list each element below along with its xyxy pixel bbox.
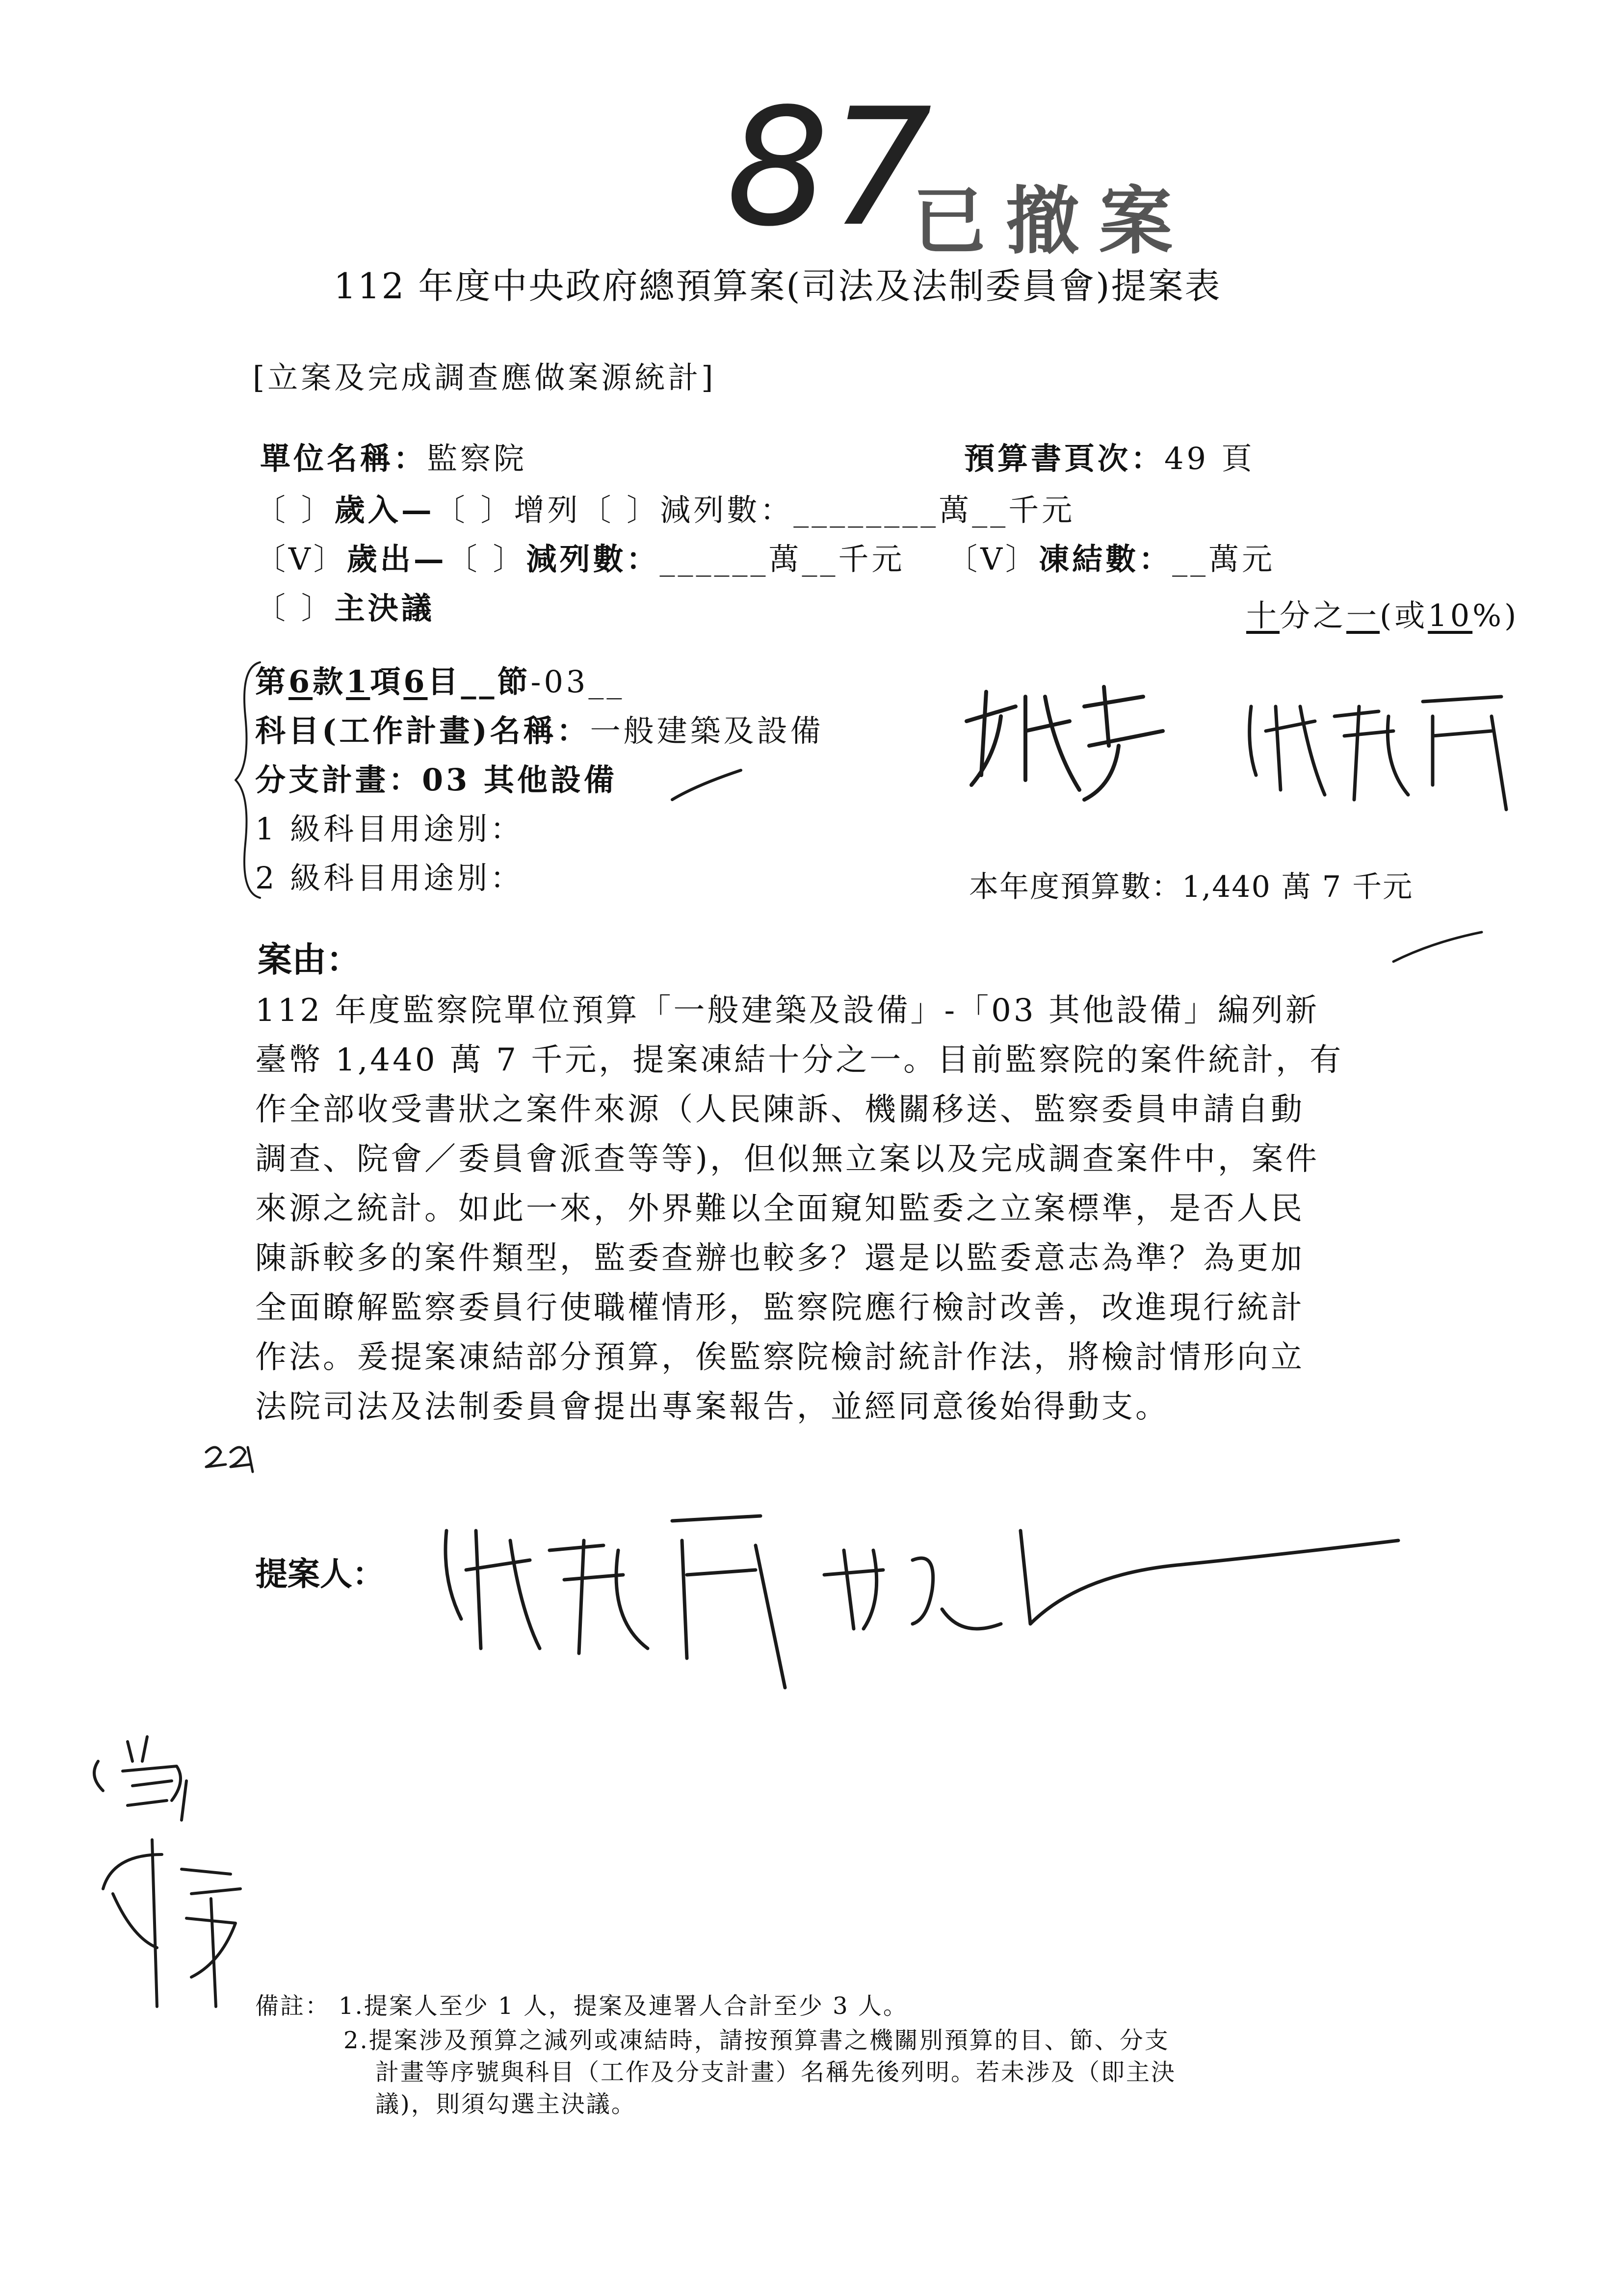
item-name-label: 科目(工作計畫)名稱： bbox=[255, 713, 590, 749]
reason-line: 來源之統計。如此一來，外界難以全面窺知監委之立案標準，是否人民 bbox=[255, 1191, 1305, 1227]
page-title: 112 年度中央政府總預算案(司法及法制委員會)提案表 bbox=[334, 265, 1222, 307]
reason-line: 112 年度監察院單位預算「一般建築及設備」-「03 其他設備」編列新 bbox=[255, 992, 1319, 1029]
section-xiang: 項 bbox=[370, 664, 404, 700]
fraction-paren-close: %) bbox=[1472, 598, 1519, 633]
expenditure-cut-checkbox[interactable]: 〔 〕 bbox=[446, 541, 526, 577]
revenue-add-label: 增列 bbox=[514, 492, 581, 528]
sub-plan-row bbox=[255, 756, 617, 799]
sub-plan-value: 03 其他設備 bbox=[422, 762, 617, 798]
expenditure-wan: 萬 bbox=[768, 541, 802, 577]
main-resolution-row bbox=[255, 584, 435, 627]
handwritten-name-signature bbox=[1246, 677, 1521, 819]
handwritten-proposer-signature bbox=[442, 1501, 1403, 1707]
reason-line: 陳訴較多的案件類型，監委查辦也較多？還是以監委意志為準？為更加 bbox=[255, 1240, 1305, 1277]
handwritten-cosigner-signature bbox=[83, 1732, 245, 2026]
expenditure-checkbox[interactable]: 〔V〕 bbox=[255, 541, 347, 577]
section-mu-no: 6 bbox=[403, 664, 428, 700]
item-name-row bbox=[255, 706, 824, 750]
unit-name-row bbox=[260, 434, 527, 478]
expenditure-row bbox=[255, 535, 1275, 578]
note-2a: 2.提案涉及預算之減列或凍結時，請按預算書之機關別預算的目、節、分支 bbox=[343, 2027, 1170, 2054]
unit-value: 監察院 bbox=[427, 441, 527, 476]
fraction-paren-open: (或 bbox=[1380, 598, 1428, 633]
handwritten-check-mark bbox=[667, 765, 746, 805]
reason-line: 調查、院會／委員會派查等等)，但似無立案以及完成調查案件中，案件 bbox=[255, 1141, 1319, 1177]
freeze-blank: __ bbox=[1172, 541, 1209, 577]
annual-budget: 本年度預算數：1,440 萬 7 千元 bbox=[969, 870, 1414, 904]
section-mu: 目 bbox=[427, 664, 461, 700]
level2-row: 2 級科目用途別： bbox=[255, 860, 524, 896]
handwritten-withdraw-signature bbox=[957, 677, 1178, 805]
proposer-label: 提案人： bbox=[255, 1555, 385, 1593]
unit-label: 單位名稱： bbox=[260, 441, 427, 476]
note-2c: 議)，則須勾選主決議。 bbox=[375, 2090, 636, 2118]
level1-row: 1 級科目用途別： bbox=[255, 811, 524, 847]
revenue-checkbox[interactable]: 〔 〕 bbox=[255, 492, 335, 528]
reason-line: 作全部收受書狀之案件來源（人民陳訴、機關移送、監察委員申請自動 bbox=[255, 1092, 1305, 1128]
fraction-fen-zhi: 分之 bbox=[1280, 598, 1347, 633]
revenue-cut-checkbox[interactable]: 〔 〕 bbox=[580, 492, 660, 528]
freeze-fraction bbox=[1246, 591, 1519, 635]
section-kuan-no: 6 bbox=[288, 664, 313, 700]
subtitle: [立案及完成調查應做案源統計] bbox=[253, 360, 716, 395]
expenditure-blank-wan: ______ bbox=[659, 541, 769, 577]
expenditure-label: 歲出— bbox=[346, 541, 447, 577]
revenue-wan: 萬 bbox=[939, 492, 972, 528]
note-1: 1.提案人至少 1 人，提案及連署人合計至少 3 人。 bbox=[339, 1992, 908, 2020]
fraction-percent: 10 bbox=[1428, 598, 1473, 633]
section-di: 第 bbox=[255, 664, 289, 700]
expenditure-qian: 千元 bbox=[838, 541, 905, 577]
expenditure-cut-label: 減列數： bbox=[526, 541, 660, 577]
item-name-value: 一般建築及設備 bbox=[590, 713, 824, 749]
reason-line: 全面瞭解監察委員行使職權情形，監察院應行檢討改善，改進現行統計 bbox=[255, 1290, 1305, 1326]
budget-page-label: 預算書頁次： bbox=[964, 441, 1165, 476]
reason-line: 法院司法及法制委員會提出專案報告，並經同意後始得動支。 bbox=[255, 1389, 1169, 1425]
revenue-blank-qian: __ bbox=[972, 492, 1009, 528]
revenue-label: 歲入— bbox=[334, 492, 435, 528]
main-resolution-label: 主決議 bbox=[334, 590, 435, 626]
handwritten-number-mark bbox=[201, 1437, 270, 1477]
section-jie-blank: __ bbox=[461, 664, 498, 700]
note-2b: 計畫等序號與科目（工作及分支計畫）名稱先後列明。若未涉及（即主決 bbox=[375, 2059, 1177, 2086]
withdrawn-stamp: 已撤案 bbox=[913, 178, 1193, 264]
freeze-label: 凍結數： bbox=[1039, 541, 1173, 577]
revenue-cut-label: 減列數： bbox=[660, 492, 794, 528]
revenue-blank-wan: ________ bbox=[793, 492, 939, 528]
notes-label: 備註： bbox=[255, 1992, 331, 2020]
main-resolution-checkbox[interactable]: 〔 〕 bbox=[255, 590, 335, 626]
revenue-add-checkbox[interactable]: 〔 〕 bbox=[434, 492, 514, 528]
expenditure-blank-qian: __ bbox=[802, 541, 838, 577]
budget-page-value: 49 頁 bbox=[1164, 441, 1255, 476]
section-jie-no: -03__ bbox=[530, 664, 625, 700]
handwritten-number: 87 bbox=[726, 74, 932, 262]
section-kuan: 款 bbox=[313, 664, 346, 700]
reason-heading: 案由： bbox=[258, 939, 361, 980]
section-row bbox=[255, 657, 625, 701]
freeze-checkbox[interactable]: 〔V〕 bbox=[947, 541, 1039, 577]
reason-line: 作法。爰提案凍結部分預算，俟監察院檢討統計作法，將檢討情形向立 bbox=[255, 1339, 1305, 1376]
revenue-qian: 千元 bbox=[1008, 492, 1075, 528]
fraction-one: 一 bbox=[1346, 598, 1380, 633]
section-jie: 節 bbox=[497, 664, 531, 700]
section-xiang-no: 1 bbox=[346, 664, 370, 700]
fraction-ten: 十 bbox=[1246, 598, 1280, 633]
sub-plan-label: 分支計畫： bbox=[255, 762, 422, 798]
reason-body bbox=[255, 986, 1343, 1432]
freeze-unit: 萬元 bbox=[1208, 541, 1276, 577]
reason-line: 臺幣 1,440 萬 7 千元，提案凍結十分之一。目前監察院的案件統計，有 bbox=[255, 1042, 1344, 1078]
revenue-row bbox=[255, 486, 1075, 529]
budget-page-row bbox=[964, 434, 1255, 478]
handwritten-stroke bbox=[1388, 927, 1487, 966]
